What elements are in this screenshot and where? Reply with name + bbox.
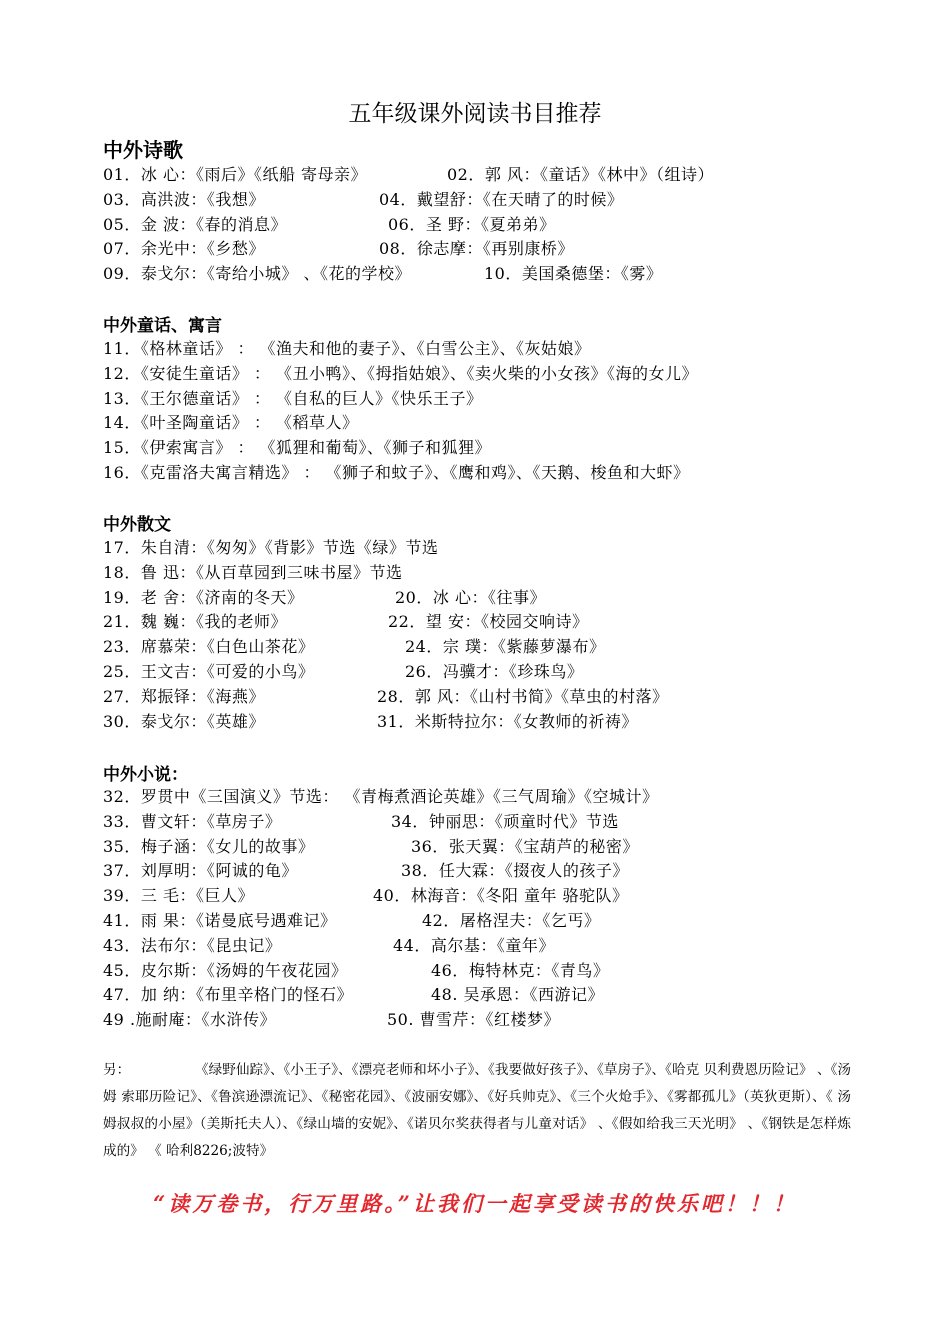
book-entry-secondary: 44．高尔基：《童年》 <box>393 935 555 955</box>
book-entry-secondary: 46．梅特林克：《青鸟》 <box>431 960 610 980</box>
book-entry-primary: 11．《格林童话》 ： 《渔夫和他的妻子》、《白雪公主》、《灰姑娘》 <box>103 339 591 358</box>
book-entry <box>103 236 574 259</box>
book-entry <box>103 212 556 235</box>
book-entry-secondary: 48. 吴承恩：《西游记》 <box>431 985 605 1005</box>
book-entry <box>103 858 629 881</box>
book-entry-primary: 37．刘厚明：《阿诚的龟》 <box>103 861 298 881</box>
book-entry-secondary: 50. 曹雪芹：《红楼梦》 <box>387 1010 561 1030</box>
book-entry-secondary: 40．林海音：《冬阳 童年 骆驼队》 <box>373 886 629 906</box>
note-label: 另： <box>103 1062 131 1078</box>
book-entry <box>103 684 669 707</box>
book-entry-primary: 12．《安徒生童话》 ： 《丑小鸭》、《拇指姑娘》、《卖火柴的小女孩》《海的女儿》 <box>103 363 699 383</box>
book-entry-secondary: 02．郭 风：《童话》《林中》（组诗） <box>447 165 714 184</box>
book-entry <box>103 784 658 807</box>
book-entry <box>103 982 605 1005</box>
book-entry <box>103 958 610 981</box>
book-entry-secondary: 20．冰 心：《往事》 <box>395 587 546 607</box>
book-entry-primary: 07．余光中：《乡愁》 <box>103 239 265 259</box>
book-entry-secondary: 26．冯骥才：《珍珠鸟》 <box>405 662 584 681</box>
book-entry-primary: 32．罗贯中《三国演义》节选： 《青梅煮酒论英雄》《三气周瑜》《空城计》 <box>103 787 659 806</box>
book-entry <box>103 187 624 210</box>
book-entry <box>103 410 359 433</box>
book-entry-primary: 41．雨 果：《诺曼底号遇难记》 <box>103 911 337 930</box>
section-heading: 中外小说： <box>103 765 188 785</box>
book-entry-primary: 16．《克雷洛夫寓言精选》 ： 《狮子和蚊子》、《鹰和鸡》、《天鹅、梭鱼和大虾》 <box>103 463 690 482</box>
book-entry <box>103 908 601 931</box>
book-entry-primary: 15．《伊索寓言》 ： 《狐狸和葡萄》、《狮子和狐狸》 <box>103 438 492 458</box>
book-entry-primary: 17．朱自清：《匆匆》《背影》节选《绿》节选 <box>103 538 439 557</box>
book-entry <box>103 933 555 956</box>
book-entry <box>103 609 589 632</box>
book-entry <box>103 560 402 583</box>
book-entry <box>103 336 591 359</box>
note-text: 《绿野仙踪》、《小王子》、《漂亮老师和坏小子》、《我要做好孩子》、《草房子》、《哈克 贝利费恩历险记》 、《汤姆 索耶历险记》、《鲁滨逊漂流记》、《秘密花园》、《波丽安娜》、《好兵帅克》、《三个火炝手》、《雾都孤儿》（英狄更斯）、《 汤姆叔叔的小屋》（美斯托夫人）、《绿山墙的安妮》、《诺贝尔奖获得者与儿童对话》 、《假如给我三天光明》 、《钢铁是怎样炼成的》 《 哈利8226;波特》 <box>103 1062 851 1159</box>
book-entry <box>103 634 606 657</box>
book-entry <box>103 261 663 284</box>
book-entry <box>103 659 584 682</box>
book-entry-primary: 45．皮尔斯：《汤姆的午夜花园》 <box>103 960 348 980</box>
book-entry-primary: 01．冰 心：《雨后》《纸船 寄母亲》 <box>103 165 368 184</box>
book-entry-primary: 47．加 纳：《布里辛格门的怪石》 <box>103 985 353 1005</box>
section-heading: 中外童话、寓言 <box>103 316 222 336</box>
book-entry-primary: 18．鲁 迅：《从百草园到三味书屋》节选 <box>103 562 403 582</box>
book-entry-primary: 23．席慕荣：《白色山茶花》 <box>103 637 315 657</box>
section-heading: 中外诗歌 <box>103 138 183 162</box>
book-entry <box>103 361 698 384</box>
book-entry-primary: 21．魏 巍：《我的老师》 <box>103 612 287 632</box>
book-entry-secondary: 34．钟丽思：《顽童时代》节选 <box>391 811 619 831</box>
book-entry <box>103 585 546 608</box>
book-entry-primary: 03．高洪波：《我想》 <box>103 189 265 209</box>
book-entry-primary: 09．泰戈尔：《寄给小城》 、《花的学校》 <box>103 264 411 284</box>
book-entry-primary: 39．三 毛：《巨人》 <box>103 886 254 906</box>
book-entry-primary: 05．金 波：《春的消息》 <box>103 214 287 234</box>
book-entry-primary: 25．王文吉：《可爱的小鸟》 <box>103 662 315 681</box>
book-entry-secondary: 10．美国桑德堡：《雾》 <box>484 264 663 284</box>
slogan: “读万卷书，行万里路。”让我们一起享受读书的快乐吧！！！ <box>153 1191 797 1216</box>
extra-books-note <box>103 1057 851 1165</box>
book-entry-primary: 35．梅子涵：《女儿的故事》 <box>103 836 315 856</box>
book-entry-secondary: 06．圣 野：《夏弟弟》 <box>388 214 556 234</box>
book-entry <box>103 1007 561 1030</box>
book-entry <box>103 809 619 832</box>
book-entry-secondary: 42．屠格涅夫：《乞丐》 <box>422 911 601 930</box>
book-entry-primary: 13．《王尔德童话》 ： 《自私的巨人》《快乐王子》 <box>103 388 483 408</box>
book-entry-primary: 27．郑振铎：《海燕》 <box>103 686 265 706</box>
book-entry <box>103 162 714 185</box>
book-entry-secondary: 31．米斯特拉尔：《女教师的祈祷》 <box>377 711 638 731</box>
book-entry <box>103 834 639 857</box>
page-title: 五年级课外阅读书目推荐 <box>348 101 602 127</box>
book-entry-secondary: 24．宗 璞：《紫藤萝瀑布》 <box>405 637 606 657</box>
book-entry-secondary: 36．张天翼：《宝葫芦的秘密》 <box>411 836 639 856</box>
book-entry-primary: 33．曹文轩：《草房子》 <box>103 811 282 831</box>
book-entry <box>103 709 638 732</box>
book-entry <box>103 535 438 558</box>
book-entry-primary: 14．《叶圣陶童话》 ： 《稻草人》 <box>103 413 359 433</box>
book-entry-secondary: 28．郭 风：《山村书简》《草虫的村落》 <box>377 686 669 706</box>
book-entry <box>103 435 491 458</box>
section-heading: 中外散文 <box>103 515 171 535</box>
book-entry-primary: 19．老 舍：《济南的冬天》 <box>103 587 304 607</box>
book-entry-primary: 30．泰戈尔：《英雄》 <box>103 711 265 731</box>
book-entry <box>103 883 629 906</box>
book-entry-secondary: 04．戴望舒：《在天晴了的时候》 <box>379 189 624 209</box>
book-entry-secondary: 38．任大霖：《掇夜人的孩子》 <box>401 861 629 881</box>
book-entry-secondary: 08．徐志摩：《再别康桥》 <box>379 239 574 259</box>
book-entry-secondary: 22．望 安：《校园交响诗》 <box>388 612 589 632</box>
book-entry <box>103 460 690 483</box>
book-entry-primary: 43．法布尔：《昆虫记》 <box>103 935 282 955</box>
book-entry <box>103 386 483 409</box>
book-entry-primary: 49 .施耐庵：《水浒传》 <box>103 1010 277 1030</box>
